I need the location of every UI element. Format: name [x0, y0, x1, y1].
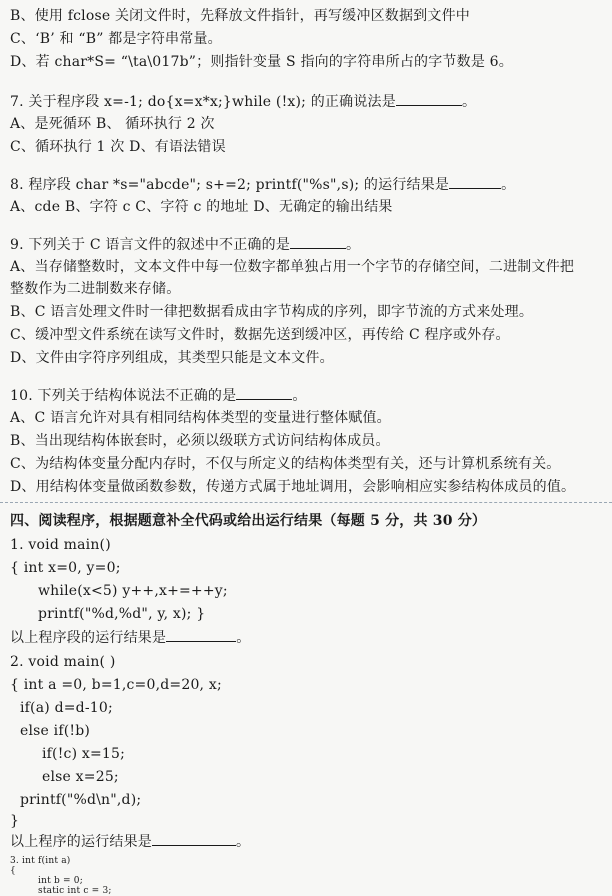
program-1-result-text: 以上程序段的运行结果是 [10, 630, 167, 646]
program-3-line-2: { [10, 866, 16, 876]
question-9-option-a-cont: 整数作为二进制数来存储。 [10, 281, 181, 297]
question-10-text: 10. 下列关于结构体说法不正确的是 [10, 388, 237, 404]
section-divider [0, 502, 612, 503]
question-10-option-a: A、C 语言允许对具有相同结构体类型的变量进行整体赋值。 [10, 410, 391, 426]
question-7-options-cd: C、循环执行 1 次 D、有语法错误 [10, 139, 226, 155]
question-9-text: 9. 下列关于 C 语言文件的叙述中不正确的是 [10, 237, 291, 253]
program-1-line-4: printf("%d,%d", y, x); } [38, 606, 206, 622]
line-c-string-constants: C、‘B’ 和 “B” 都是字符串常量。 [10, 31, 222, 47]
answer-blank [166, 628, 236, 642]
program-2-line-7: printf("%d\n",d); [20, 792, 142, 808]
period: 。 [501, 177, 516, 193]
program-3-line-1: 3. int f(int a) [10, 856, 71, 866]
line-b-fclose: B、使用 fclose 关闭文件时，先释放文件指针，再写缓冲区数据到文件中 [10, 8, 470, 24]
program-2-line-3: if(a) d=d-10; [20, 700, 113, 716]
program-2-line-2: { int a =0, b=1,c=0,d=20, x; [10, 677, 222, 693]
period: 。 [461, 94, 477, 110]
program-1-line-2: { int x=0, y=0; [10, 560, 121, 576]
question-8 [10, 175, 515, 194]
question-9 [10, 235, 360, 254]
program-2-result [10, 832, 250, 851]
period: 。 [346, 237, 361, 253]
program-1-line-3: while(x<5) y++,x+=++y; [38, 583, 228, 599]
answer-blank [290, 235, 346, 249]
question-9-option-c: C、缓冲型文件系统在读写文件时，数据先送到缓冲区，再传给 C 程序或外存。 [10, 327, 510, 343]
question-7-text: 7. 关于程序段 x=-1; do{x=x*x;}while (!x); 的正确说法是 [10, 94, 396, 110]
question-8-text: 8. 程序段 char *s="abcde"; s+=2; printf("%s",s); 的运行结果是 [10, 177, 450, 193]
period: 。 [292, 388, 307, 404]
question-10-option-c: C、为结构体变量分配内存时，不仅与所定义的结构体类型有关，还与计算机系统有关。 [10, 456, 561, 472]
program-3-line-4: static int c = 3; [38, 886, 112, 896]
program-2-line-1: 2. void main( ) [10, 654, 116, 670]
answer-blank [236, 386, 292, 400]
question-10-option-b: B、当出现结构体嵌套时，必须以级联方式访问结构体成员。 [10, 433, 390, 449]
period: 。 [236, 630, 251, 646]
question-7 [10, 92, 476, 111]
question-10 [10, 386, 307, 405]
question-9-option-b: B、C 语言处理文件时一律把数据看成由字节构成的序列，即字节流的方式来处理。 [10, 304, 534, 320]
answer-blank [449, 175, 501, 189]
question-7-options-ab: A、是死循环 B、 循环执行 2 次 [10, 116, 215, 132]
program-2-result-text: 以上程序的运行结果是 [10, 834, 152, 850]
program-1-result [10, 628, 250, 647]
period: 。 [236, 834, 251, 850]
program-1-line-1: 1. void main() [10, 537, 111, 553]
program-2-line-8: } [10, 813, 20, 829]
question-10-option-d: D、用结构体变量做函数参数，传递方式属于地址调用，会影响相应实参结构体成员的值。 [10, 479, 576, 495]
answer-blank [152, 832, 236, 846]
question-8-options: A、cde B、字符 c C、字符 c 的地址 D、无确定的输出结果 [10, 199, 393, 215]
question-9-option-d: D、文件由字符序列组成，其类型只能是文本文件。 [10, 350, 334, 366]
line-d-char-pointer: D、若 char*S= “\ta\017b”；则指针变量 S 指向的字符串所占的字节数是 6。 [10, 54, 513, 70]
program-2-line-6: else x=25; [42, 769, 119, 785]
program-2-line-5: if(!c) x=15; [42, 746, 126, 762]
program-3-line-3: int b = 0; [38, 876, 83, 886]
program-2-line-4: else if(!b) [20, 723, 91, 739]
section-four-heading: 四、阅读程序，根据题意补全代码或给出运行结果（每题 5 分，共 30 分） [10, 513, 487, 529]
answer-blank [396, 92, 462, 106]
question-9-option-a: A、当存储整数时，文本文件中每一位数字都单独占用一个字节的存储空间，二进制文件把 [10, 259, 575, 275]
